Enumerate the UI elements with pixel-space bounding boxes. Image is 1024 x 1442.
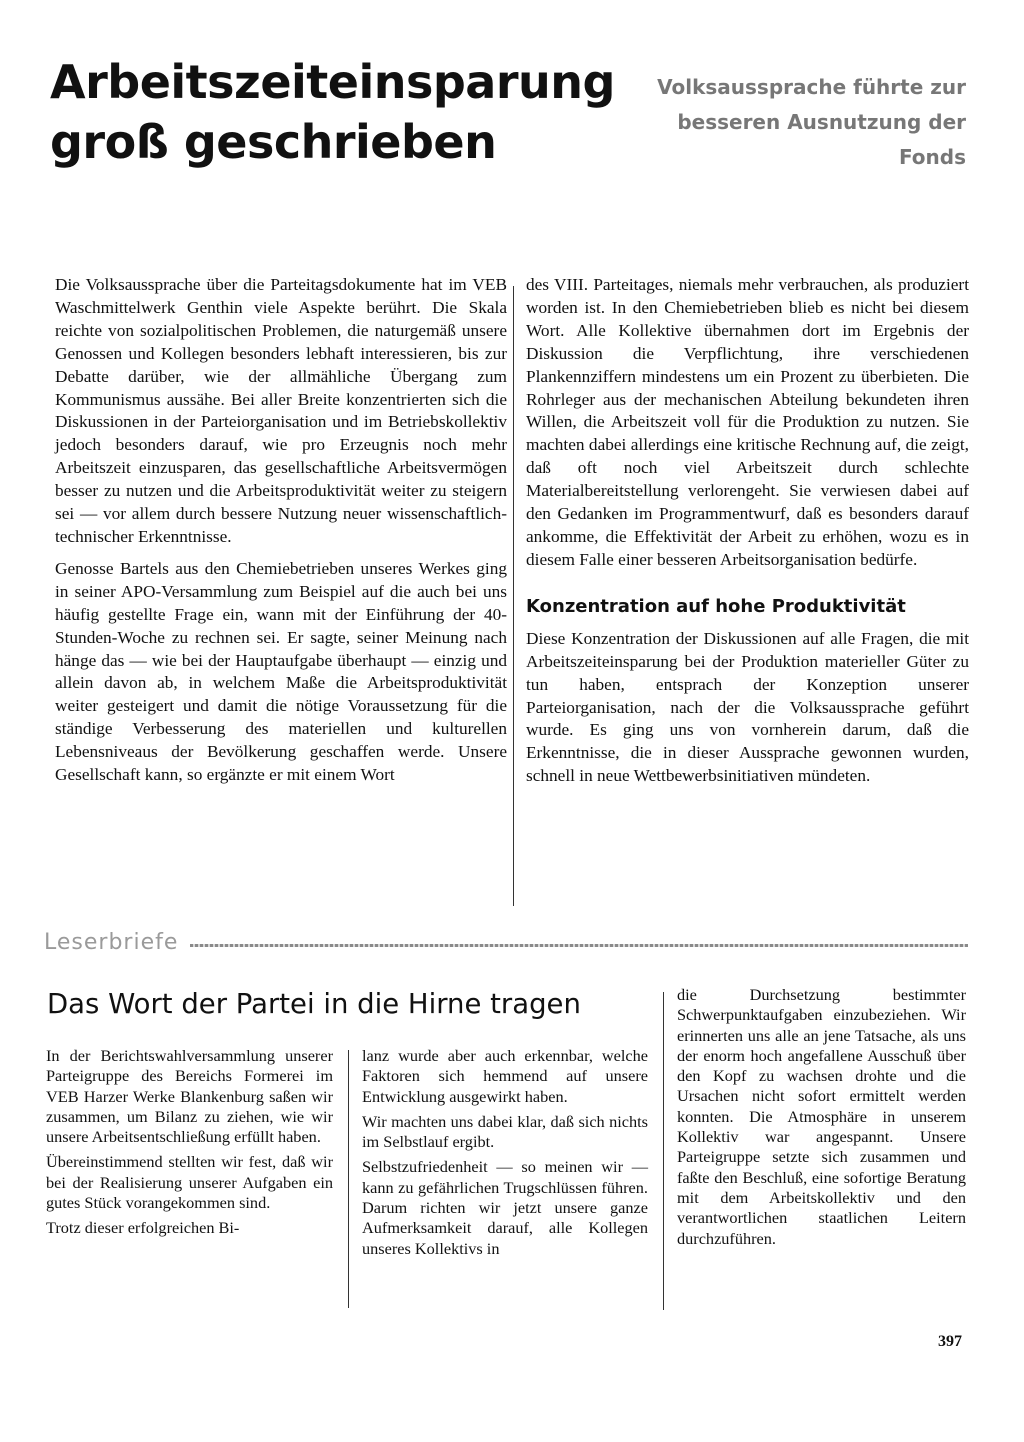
- page-number: 397: [938, 1333, 962, 1350]
- letter-column-1: [46, 1046, 333, 1239]
- paragraph: In der Berichtswahlversammlung unserer Parteigruppe des Bereichs Formerei im VEB Harzer Werke Blankenburg saßen wir zusammen, um Bilanz zu ziehen, wie wir unsere Arbeitsentschließung erfüllt haben.: [46, 1046, 333, 1147]
- paragraph: Die Volksaussprache über die Parteitagsdokumente hat im VEB Waschmittelwerk Genthin viele Aspekte berührt. Die Skala reichte von sozialpolitischen Problemen, die naturgemäß unsere Genossen und Kollegen besonders lebhaft interessieren, bis zur Debatte darüber, wie der allmähliche Übergang zum Kommunismus aussähe. Bei aller Breite konzentrierten sich die Diskussionen in der Parteiorganisation und im Betriebskollektiv jedoch besonders darauf, wie pro Erzeugnis noch mehr Arbeitszeit einzusparen, das gesellschaftliche Arbeitsvermögen besser zu nutzen und die Arbeitsproduktivität weiter zu steigern sei — vor allem durch bessere Nutzung neuer wissenschaftlich-technischer Erkenntnisse.: [55, 275, 507, 546]
- paragraph: Wir machten uns dabei klar, daß sich nichts im Selbstlauf ergibt.: [362, 1111, 648, 1152]
- section-kicker: Konzentration auf hohe Produktivität: [526, 595, 906, 617]
- paragraph: lanz wurde aber auch erkennbar, welche Faktoren sich hemmend auf unsere Entwicklung ausgewirkt haben.: [362, 1046, 648, 1106]
- column-divider: [663, 992, 664, 1310]
- section-label: Leserbriefe: [44, 930, 179, 955]
- paragraph: des VIII. Parteitages, niemals mehr verbrauchen, als produziert worden ist. In den Chemiebetrieben blieb es nicht bei diesem Wort. Alle Kollektive übernahmen dort im Ergebnis der Diskussion die Verpflichtung, ihre verschiedenen Plankennziffern mindestens um ein Prozent zu überbieten. Die Rohrleger aus der mechanischen Abteilung bekundeten ihren Willen, die Arbeitszeit voll für die Produktion zu nutzen. Sie machten dabei allerdings eine kritische Rechnung auf, die zeigt, daß oft noch viel Arbeitszeit durch schlechte Materialbereitstellung verlorengeht. Sie verwiesen dabei auf den Gedanken im Programmentwurf, daß es besonders darauf ankomme, die Effektivität der Arbeit zu erhöhen, wozu es in diesem Falle einer besseren Arbeitsorganisation bedürfe.: [526, 275, 969, 569]
- article-column-left: [55, 274, 507, 787]
- paragraph: die Durchsetzung bestimmter Schwerpunktaufgaben einzubeziehen. Wir erinnerten uns alle an jene Tatsache, als uns der enorm hoch angefallene Ausschuß über den Kopf zu wachsen drohte und die Ursachen nicht sofort ermittelt werden konnten. Die Atmosphäre in unserem Kollektiv war angespannt. Unsere Parteigruppe setzte sich zusammen und faßte den Beschluß, eine sofortige Beratung mit dem Arbeitskollektiv und den verantwortlichen staatlichen Leitern durchzuführen.: [677, 985, 966, 1248]
- paragraph: Diese Konzentration der Diskussionen auf alle Fragen, die mit Arbeitszeiteinsparung bei der Produktion materieller Güter zu tun haben, entsprach der Konzeption unserer Parteiorganisation, nach der die Volksaussprache geführt wurde. Es ging uns von vornherein darum, daß die Erkenntnisse, die in dieser Aussprache gewonnen wurden, schnell in neue Wettbewerbsinitiativen mündeten.: [526, 628, 969, 786]
- letter-headline: Das Wort der Partei in die Hirne tragen: [47, 988, 581, 1020]
- paragraph: Genosse Bartels aus den Chemiebetrieben unseres Werkes ging in seiner APO-Versammlung zum Beispiel auf die auch bei uns häufig gestellte Frage ein, wann mit der Einführung der 40-Stunden-Woche zu rechnen sei. Er sagte, seiner Meinung nach hänge das — wie bei der Hauptaufgabe überhaupt — einzig und allein davon ab, in welchem Maße die Arbeitsproduktivität weiter gesteigert und damit die nötige Voraussetzung für die ständige Verbesserung des materiellen und kulturellen Lebensniveaus der Bevölkerung geschaffen werde. Unsere Gesellschaft kann, so ergänzte er mit einem Wort: [55, 558, 507, 785]
- paragraph: Selbstzufriedenheit — so meinen wir — kann zu gefährlichen Trugschlüssen führen. Darum richten wir jetzt unsere ganze Aufmerksamkeit darauf, alle Kollegen unseres Kollektivs in: [362, 1157, 648, 1258]
- column-divider: [513, 286, 514, 906]
- paragraph: Trotz dieser erfolgreichen Bi-: [46, 1218, 240, 1238]
- paragraph: Übereinstimmend stellten wir fest, daß wir bei der Realisierung unserer Aufgaben ein gutes Stück vorangekommen sind.: [46, 1152, 333, 1213]
- letter-column-2: [362, 1046, 648, 1259]
- article-headline: Arbeitszeiteinsparung groß geschrieben: [50, 55, 615, 169]
- column-divider: [348, 1050, 349, 1308]
- article-column-right: [526, 274, 969, 788]
- article-subhead: Volksaussprache führte zur besseren Ausnutzung der Fonds: [657, 75, 966, 169]
- section-rule: [190, 944, 968, 947]
- letter-column-3: [677, 985, 966, 1249]
